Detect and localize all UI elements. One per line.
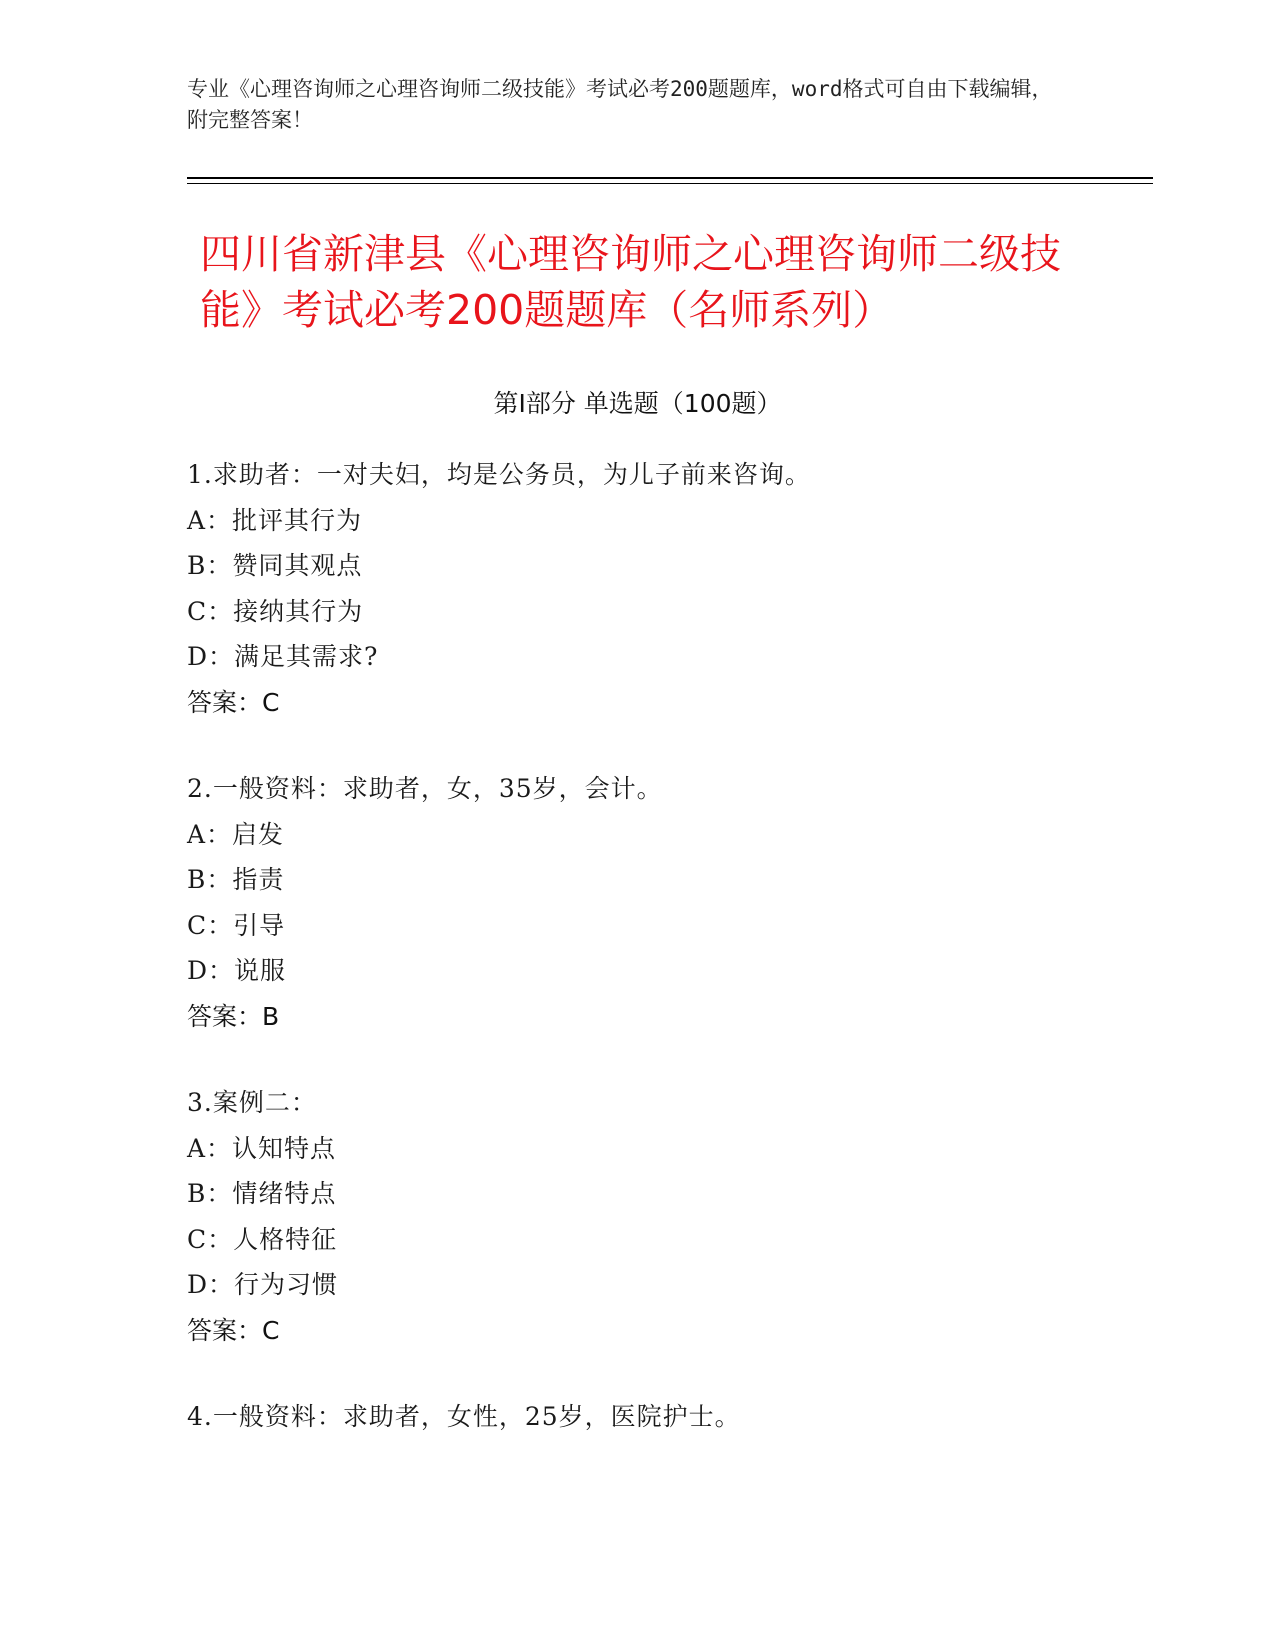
question-stem: 3.案例二： — [187, 1088, 317, 1117]
option-b: B：赞同其观点 — [187, 551, 363, 580]
option-c: C：人格特征 — [187, 1224, 338, 1254]
option-c: C：引导 — [187, 910, 286, 940]
section-title: 第Ⅰ部分 单选题（100题） — [493, 389, 782, 418]
question-stem: 2.一般资料：求助者，女，35岁，会计。 — [187, 774, 663, 803]
header-rule-thick — [187, 177, 1153, 179]
option-a: A：批评其行为 — [187, 505, 363, 535]
option-d: D：说服 — [187, 956, 287, 985]
option-a: A：启发 — [187, 819, 285, 849]
question-1 — [187, 452, 1137, 725]
question-stem: 1.求助者：一对夫妇，均是公务员，为儿子前来咨询。 — [187, 460, 811, 489]
header-rule-thin — [187, 183, 1153, 184]
option-b: B：情绪特点 — [187, 1179, 337, 1208]
question-4 — [187, 1394, 1137, 1440]
question-stem: 4.一般资料：求助者，女性，25岁，医院护士。 — [187, 1402, 741, 1431]
document-title: 四川省新津县《心理咨询师之心理咨询师二级技能》考试必考200题题库（名师系列） — [200, 230, 1061, 334]
header-note: 专业《心理咨询师之心理咨询师二级技能》考试必考200题题库，word格式可自由下载编辑，附完整答案！ — [187, 77, 1053, 132]
answer-line: 答案：B — [187, 1001, 280, 1031]
question-3 — [187, 1080, 1137, 1353]
question-2 — [187, 766, 1137, 1039]
option-c: C：接纳其行为 — [187, 596, 364, 626]
option-b: B：指责 — [187, 865, 285, 894]
answer-line: 答案：C — [187, 1315, 280, 1345]
option-d: D：行为习惯 — [187, 1270, 339, 1299]
answer-line: 答案：C — [187, 687, 280, 717]
option-d: D：满足其需求? — [187, 642, 379, 671]
option-a: A：认知特点 — [187, 1133, 337, 1163]
